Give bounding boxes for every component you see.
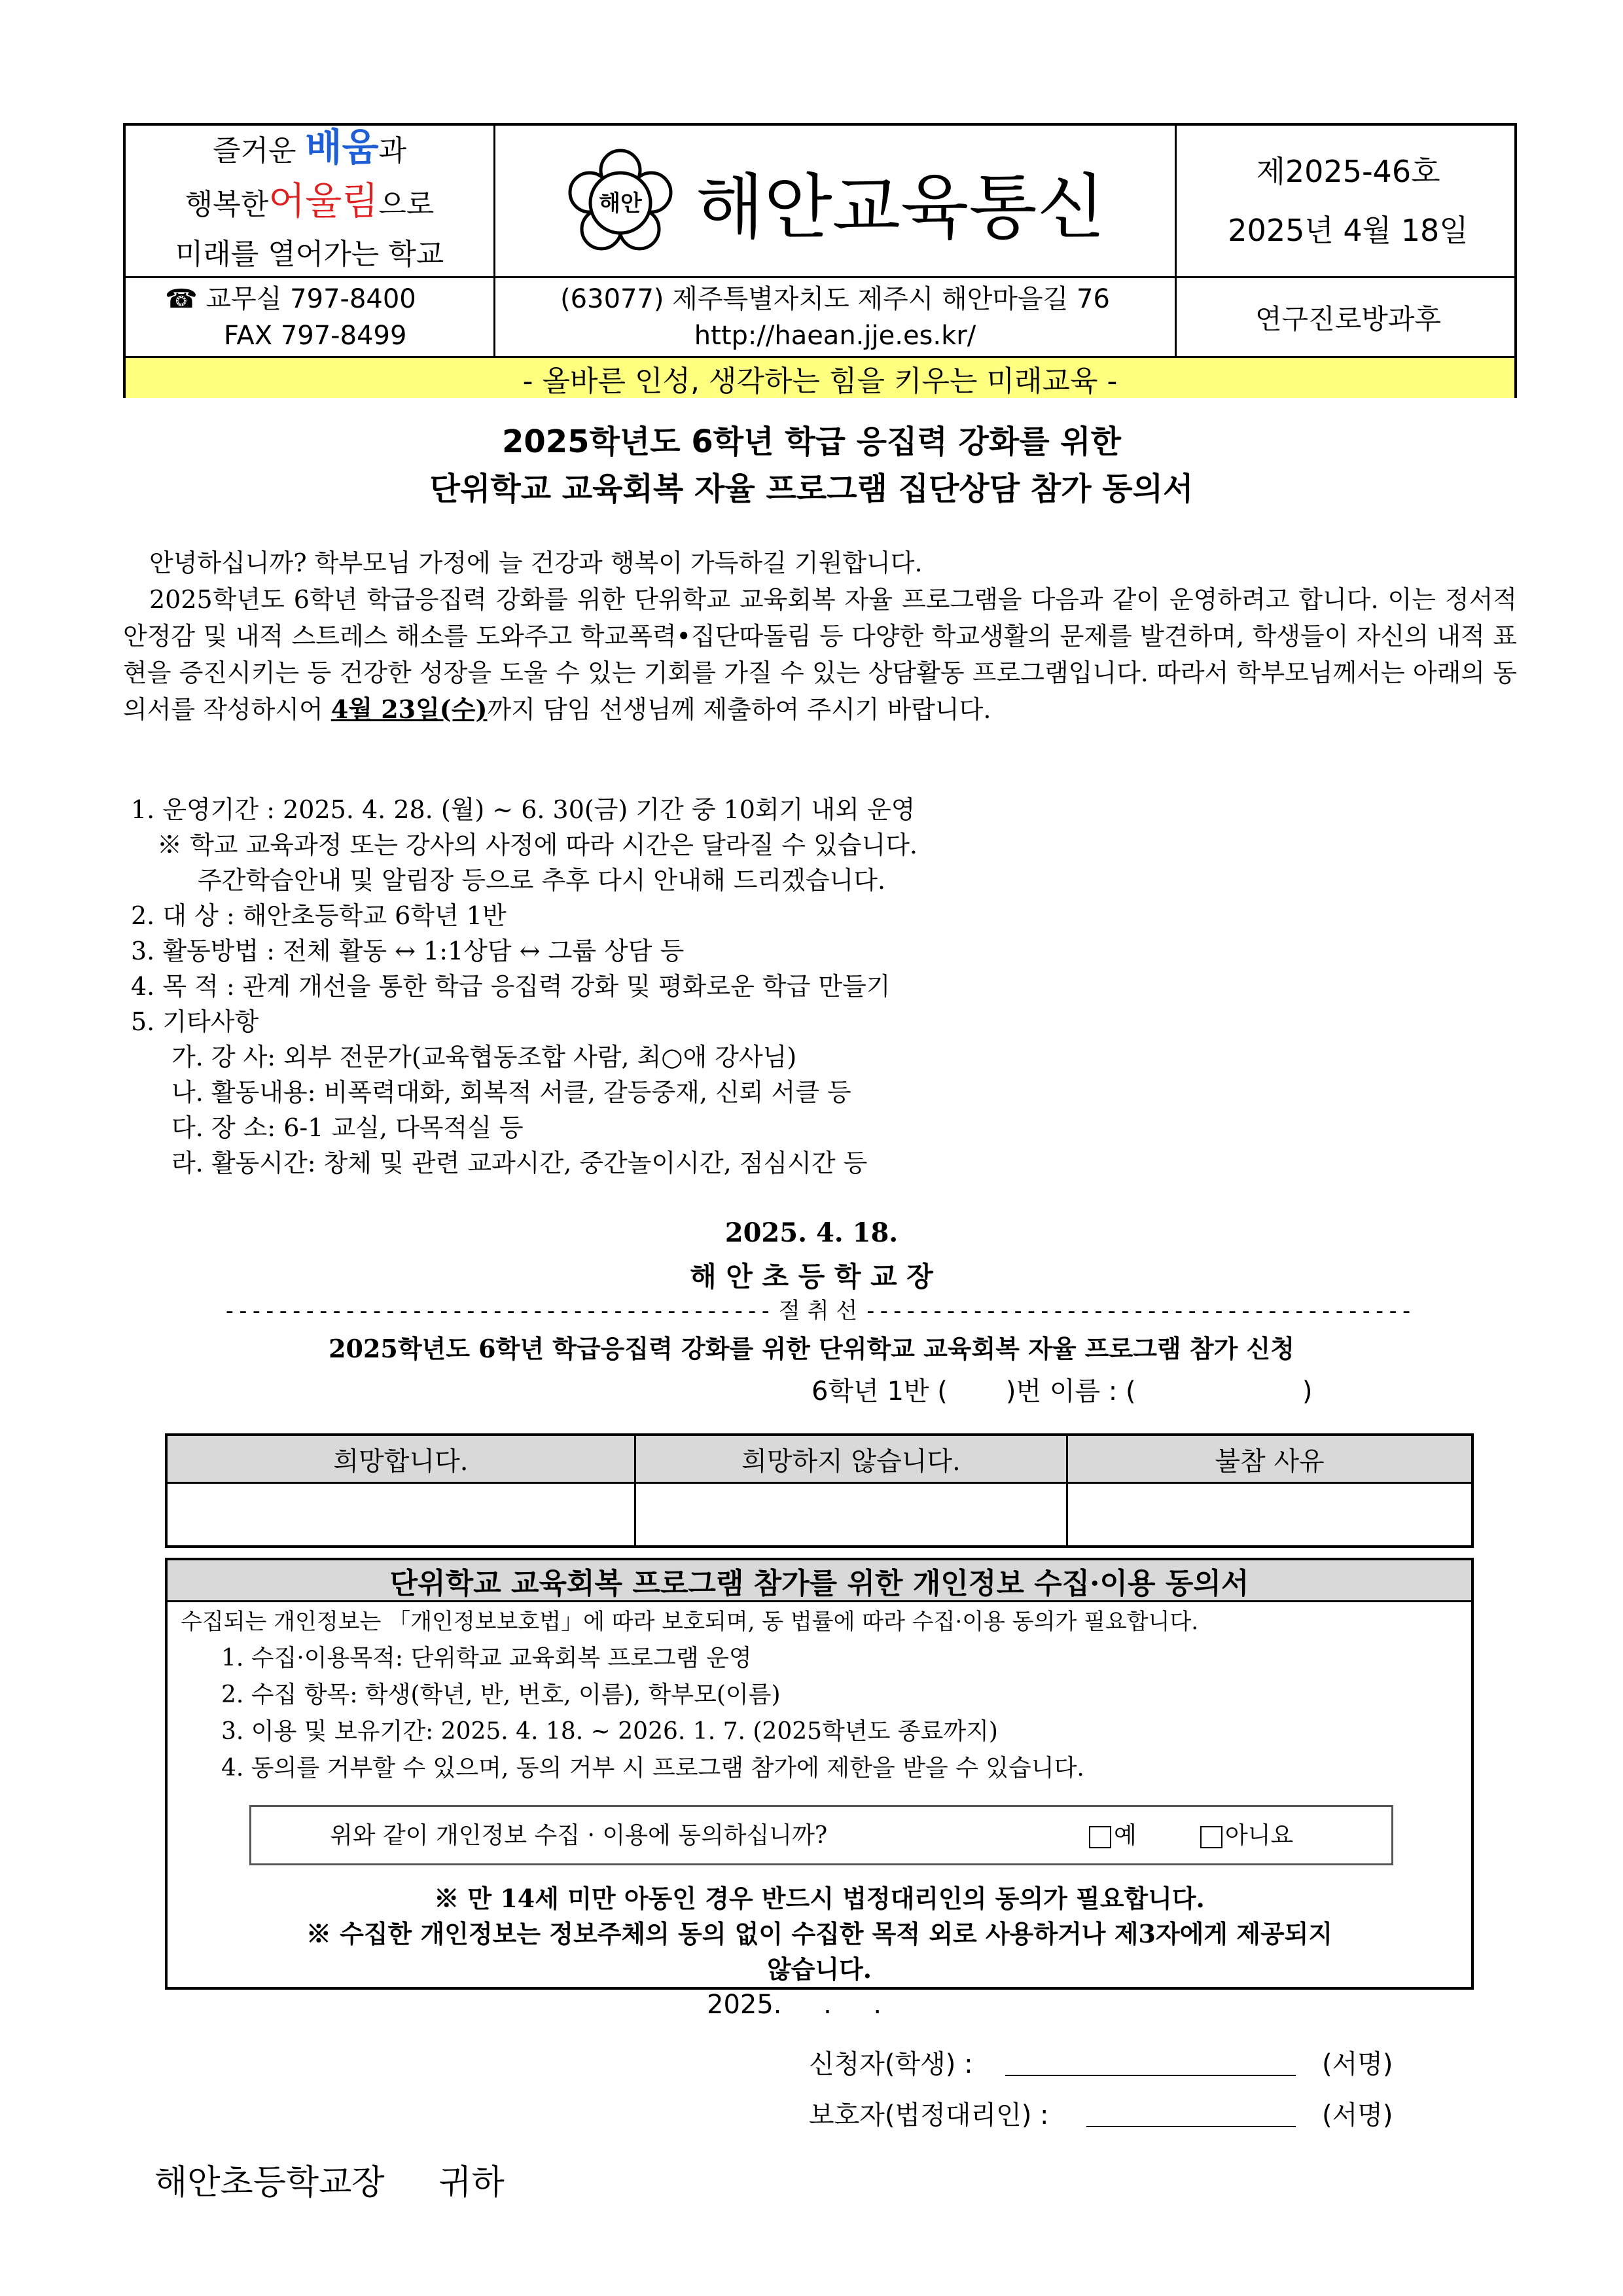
sign-date[interactable]: 2025. . . [707,1990,882,2020]
doc-title-line2: 단위학교 교육회복 자율 프로그램 집단상담 참가 동의서 [429,471,1194,507]
item-note: ※ 학교 교육과정 또는 강사의 사정에 따라 시간은 달라질 수 있습니다. [157,831,918,859]
privacy-title: 단위학교 교육회복 프로그램 참가를 위한 개인정보 수집·이용 동의서 [168,1560,1471,1602]
consent-question: 위와 같이 개인정보 수집 · 이용에 동의하십니까? [330,1822,828,1849]
deadline: 4월 23일(수) [330,694,488,724]
privacy-item-3: 3. 이용 및 보유기간: 2025. 4. 18. ~ 2026. 1. 7. (2025학년도 종료까지) [221,1718,998,1745]
item-etc-c: 다. 장 소: 6-1 교실, 다목적실 등 [171,1113,524,1142]
issue-info: 제2025-46호 2025년 4월 18일 [1228,154,1469,248]
school-emblem-icon [565,145,676,257]
class-name-line[interactable]: 6학년 1반 ( )번 이름 : ( ) [812,1376,1313,1407]
student-sign-mark: (서명) [1322,2049,1393,2079]
principal-name: 해 안 초 등 학 교 장 [690,1261,933,1293]
consent-question-box [249,1805,1393,1865]
item-note-2: 주간학습안내 및 알림장 등으로 추후 다시 안내해 드리겠습니다. [198,866,886,895]
item-period: 1. 운영기간 : 2025. 4. 28. (월) ~ 6. 30(금) 기간 중 10회기 내외 운영 [131,795,916,824]
note-usage-cont: 않습니다. [766,1954,872,1984]
school-slogan: 즐거운 배움과 행복한어울림으로 미래를 열어가는 학교 [175,125,444,271]
participation-table [165,1433,1474,1548]
student-sign-label: 신청자(학생) : [809,2049,973,2079]
svg-text:해안: 해안 [599,190,642,217]
student-sign-line[interactable] [1005,2049,1296,2076]
option-not-hope: 희망하지 않습니다. [636,1436,1068,1482]
item-method: 3. 활동방법 : 전체 활동 ↔ 1:1상담 ↔ 그룹 상담 등 [131,937,685,965]
privacy-intro: 수집되는 개인정보는 「개인정보보호법」에 따라 보호되며, 동 법률에 따라 수집·이용 동의가 필요합니다. [181,1609,1199,1635]
item-etc: 5. 기타사항 [131,1007,259,1036]
parent-sign-line[interactable] [1086,2100,1296,2127]
checkbox-icon[interactable] [1200,1826,1222,1848]
hope-input-cell[interactable] [168,1484,636,1545]
privacy-item-1: 1. 수집·이용목적: 단위학교 교육회복 프로그램 운영 [221,1645,752,1672]
cut-line: ----------------------------------------- 절 취 선 ----------------------------------------- [223,1298,1414,1324]
newsletter-header [123,123,1517,398]
item-target: 2. 대 상 : 해안초등학교 6학년 1반 [131,901,507,930]
doc-title-line1: 2025학년도 6학년 학급 응집력 강화를 위한 [501,423,1122,460]
checkbox-icon[interactable] [1089,1826,1111,1848]
intro-body: 2025학년도 6학년 학급응집력 강화를 위한 단위학교 교육회복 자율 프로그램을 다음과 같이 운영하려고 합니다. 이는 정서적 안정감 및 내적 스트레스 해소를 도와주고 학교폭력•집단따돌림 등 다양한 학교생활의 문제를 발견하며, 학생들이 자신의 내적 표현을 증진시키는 등 건강한 성장을 도울 수 있는 기회를 가질 수 있는 상담활동 프로그램입니다. 따라서 학부모님께서는 아래의 동의서를 작성하시어 4월 23일(수)까지 담임 선생님께 제출하여 주시기 바랍니다. [123,585,1517,724]
item-etc-a: 가. 강 사: 외부 전문가(교육협동조합 사람, 최○애 강사님) [171,1043,797,1071]
parent-sign-mark: (서명) [1322,2100,1393,2130]
consent-no-checkbox[interactable]: 아니요 [1200,1818,1293,1854]
item-etc-d: 라. 활동시간: 창체 및 관련 교과시간, 중간놀이시간, 점심시간 등 [171,1149,868,1177]
note-usage: ※ 수집한 개인정보는 정보주체의 동의 없이 수집한 목적 외로 사용하거나 제3자에게 제공되지 [306,1919,1333,1948]
note-minor: ※ 만 14세 미만 아동인 경우 반드시 법정대리인의 동의가 필요합니다. [434,1884,1205,1913]
address-info: (63077) 제주특별자치도 제주시 해안마을길 76 http://haean.jje.es.kr/ [495,278,1175,356]
recipient: 해안초등학교장 귀하 [154,2163,505,2202]
newsletter-title: 해안교육통신 [696,166,1105,249]
option-hope: 희망합니다. [168,1436,636,1482]
item-etc-b: 나. 활동내용: 비폭력대화, 회복적 서클, 갈등중재, 신뢰 서클 등 [171,1078,851,1107]
consent-yes-checkbox[interactable]: 예 [1089,1818,1137,1854]
department: 연구진로방과후 [1255,302,1441,335]
option-reason: 불참 사유 [1068,1436,1471,1482]
greeting: 안녕하십니까? 학부모님 가정에 늘 건강과 행복이 가득하길 기원합니다. [149,548,923,577]
application-title: 2025학년도 6학년 학급응집력 강화를 위한 단위학교 교육회복 자율 프로그램 참가 신청 [329,1334,1294,1363]
not-hope-input-cell[interactable] [636,1484,1068,1545]
parent-sign-label: 보호자(법정대리인) : [809,2100,1049,2130]
item-purpose: 4. 목 적 : 관계 개선을 통한 학급 응집력 강화 및 평화로운 학급 만들기 [131,972,891,1001]
issue-date: 2025. 4. 18. [724,1217,899,1248]
privacy-item-2: 2. 수집 항목: 학생(학년, 반, 번호, 이름), 학부모(이름) [221,1681,781,1708]
reason-input-cell[interactable] [1068,1484,1471,1545]
contact-info: ☎ 교무실 797-8400 FAX 797-8499 [165,283,416,351]
school-url[interactable]: http://haean.jje.es.kr/ [694,320,976,351]
newsletter-title-cell [495,126,1175,276]
privacy-consent-box [165,1558,1474,1990]
privacy-item-4: 4. 동의를 거부할 수 있으며, 동의 거부 시 프로그램 참가에 제한을 받을 수 있습니다. [221,1755,1084,1782]
school-motto: - 올바른 인성, 생각하는 힘을 키우는 미래교육 - [126,356,1514,398]
